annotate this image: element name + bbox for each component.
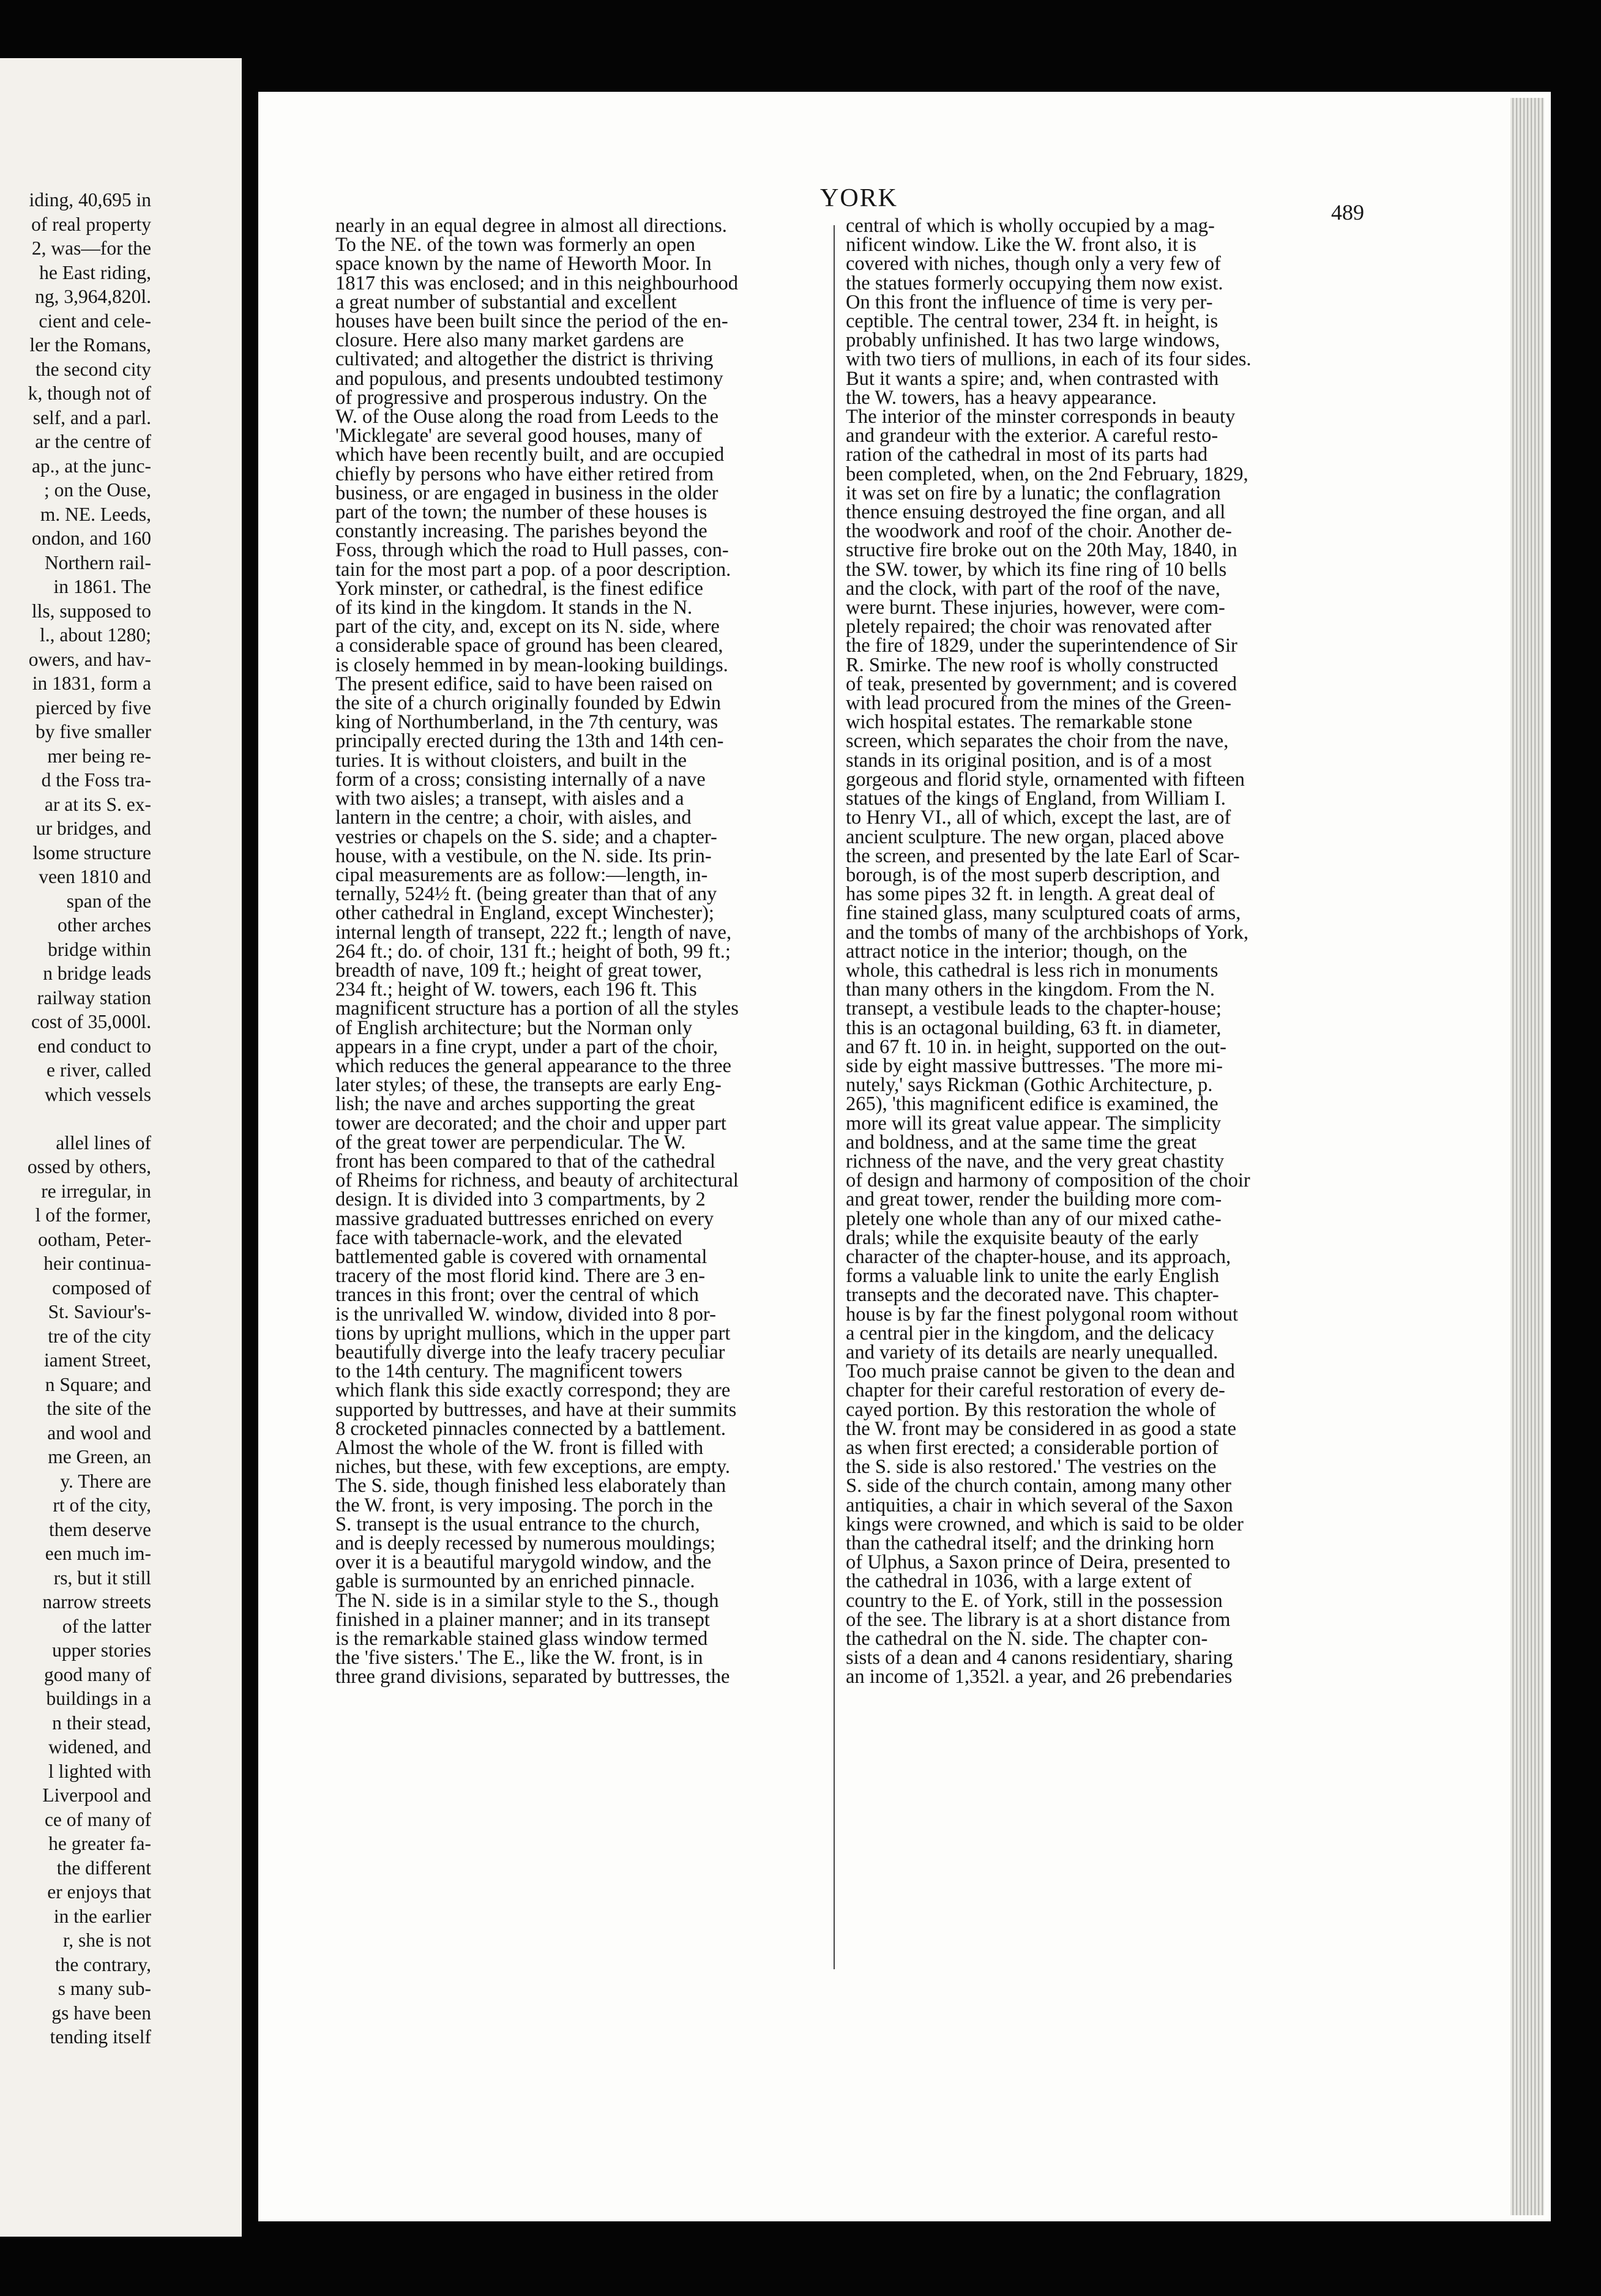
facing-page-text-line: veen 1810 and (39, 866, 151, 887)
facing-page-text-line: ar the centre of (35, 431, 151, 452)
text-line: of Rheims for richness, and beauty of architectural (335, 1169, 739, 1192)
facing-page-text-line: owers, and hav- (28, 648, 151, 670)
facing-page-text-line: ur bridges, and (35, 818, 151, 839)
facing-page-text-line: self, and a parl. (32, 406, 151, 428)
facing-page-text-line: e river, called (46, 1059, 151, 1081)
text-line: richness of the nave, and the very great chastity (846, 1150, 1225, 1172)
text-line: To the NE. of the town was formerly an open (335, 234, 695, 256)
text-line: constantly increasing. The parishes beyond the (335, 520, 707, 543)
facing-page-text-line: the second city (35, 358, 151, 380)
text-line: king of Northumberland, in the 7th century, was (335, 711, 718, 734)
text-line: the site of a church originally founded by Edwin (335, 692, 721, 715)
facing-page-text-line: bridge within (48, 938, 151, 960)
facing-page-text-line: St. Saviour's- (48, 1301, 151, 1322)
text-line: with lead procured from the mines of the Green- (846, 692, 1231, 715)
facing-page-text-line: re irregular, in (41, 1180, 151, 1202)
text-line: The S. side, though finished less elaborately than (335, 1475, 726, 1497)
text-line: the 'five sisters.' The E., like the W. front, is in (335, 1647, 703, 1669)
facing-page-text-line: the contrary, (54, 1953, 151, 1975)
facing-page-text-line: n Square; and (45, 1373, 151, 1395)
text-line: space known by the name of Heworth Moor. In (335, 253, 712, 275)
facing-page-text-line: buildings in a (46, 1688, 151, 1709)
facing-page-text-line: d the Foss tra- (41, 769, 151, 791)
text-line: than many others in the kingdom. From the N. (846, 978, 1215, 1001)
text-line: nificent window. Like the W. front also, it is (846, 234, 1196, 256)
text-line: cultivated; and altogether the district is thriving (335, 348, 714, 371)
facing-page-text-line: ap., at the junc- (31, 455, 151, 477)
facing-page-text-line (28, 1106, 151, 1131)
text-line: nearly in an equal degree in almost all directions. (335, 215, 727, 237)
facing-page-text-line: other arches (57, 914, 151, 936)
text-line: finished in a plainer manner; and in its transept (335, 1608, 710, 1631)
facing-page-text-line: n bridge leads (43, 963, 151, 984)
text-line: 'Micklegate' are several good houses, many of (335, 425, 703, 447)
text-line: screen, which separates the choir from the nave, (846, 730, 1229, 753)
text-line: vestries or chapels on the S. side; and a chapter- (335, 826, 717, 848)
text-line: W. of the Ouse along the road from Leeds to the (335, 406, 719, 428)
text-line: York minster, or cathedral, is the finest edifice (335, 577, 703, 600)
text-line: massive graduated buttresses enriched on every (335, 1207, 714, 1230)
text-line: this is an octagonal building, 63 ft. in diameter, (846, 1016, 1222, 1039)
text-line: But it wants a spire; and, when contrasted with (846, 367, 1219, 390)
middle-text-column (335, 217, 739, 1687)
text-line: statues of the kings of England, from William I. (846, 788, 1226, 810)
text-line: closure. Here also many market gardens are (335, 329, 684, 352)
facing-page-text-line: lsome structure (32, 841, 151, 863)
text-line: other cathedral in England, except Winchester); (335, 902, 714, 925)
text-line: character of the chapter-house, and its approach, (846, 1245, 1231, 1268)
text-line: the W. front may be considered in as good a state (846, 1417, 1237, 1440)
facing-page-text-line: een much im- (45, 1543, 151, 1564)
text-line: were burnt. These injuries, however, were com- (846, 597, 1225, 619)
text-line: 234 ft.; height of W. towers, each 196 ft. This (335, 978, 697, 1001)
text-line: is closely hemmed in by mean-looking buildings. (335, 654, 728, 676)
facing-page-text-line: er enjoys that (47, 1881, 151, 1903)
facing-page-text-line: railway station (37, 986, 151, 1008)
text-line: supported by buttresses, and have at their summits (335, 1398, 737, 1421)
facing-page-text-line: k, though not of (28, 382, 151, 404)
text-line: it was set on fire by a lunatic; the conflagration (846, 482, 1221, 504)
text-line: The N. side is in a similar style to the S., though (335, 1589, 719, 1612)
text-line: and boldness, and at the same time the great (846, 1131, 1197, 1154)
facing-page (0, 58, 242, 2237)
facing-page-text-line: ondon, and 160 (31, 527, 151, 549)
facing-page-text-line: in 1861. The (53, 576, 151, 597)
text-line: a great number of substantial and excellent (335, 291, 677, 313)
facing-page-text-line: end conduct to (37, 1035, 151, 1057)
facing-page-text-line: composed of (52, 1277, 151, 1299)
text-line: pletely repaired; the choir was renovated after (846, 616, 1212, 638)
facing-page-text-line: 2, was—for the (31, 237, 151, 259)
text-line: as when first erected; a considerable portion of (846, 1437, 1219, 1459)
facing-page-text-line: ossed by others, (27, 1156, 151, 1177)
text-line: over it is a beautiful marygold window, and the (335, 1551, 712, 1574)
text-line: chiefly by persons who have either retired from (335, 463, 714, 485)
facing-page-text-line: cost of 35,000l. (31, 1011, 151, 1032)
text-line: the cathedral in 1036, with a large extent of (846, 1570, 1192, 1593)
facing-page-text-line: m. NE. Leeds, (40, 503, 151, 525)
text-line: transept, a vestibule leads to the chapter-house; (846, 997, 1222, 1020)
text-line: of English architecture; but the Norman only (335, 1016, 693, 1039)
text-line: whole, this cathedral is less rich in monuments (846, 959, 1218, 982)
text-line: and variety of its details are nearly unequalled. (846, 1341, 1218, 1363)
facing-page-text-line: heir continua- (43, 1253, 151, 1274)
text-line: which have been recently built, and are occupied (335, 444, 725, 466)
text-line: which reduces the general appearance to the three (335, 1054, 731, 1077)
column-rule (834, 225, 835, 1969)
text-line: the cathedral on the N. side. The chapter con- (846, 1628, 1208, 1650)
text-line: S. transept is the usual entrance to the church, (335, 1513, 700, 1535)
text-line: gorgeous and florid style, ornamented with fifteen (846, 768, 1245, 791)
text-line: structive fire broke out on the 20th May, 1840, in (846, 539, 1237, 562)
text-line: transepts and the decorated nave. This chapter- (846, 1284, 1219, 1306)
text-line: and 67 ft. 10 in. in height, supported on the out- (846, 1035, 1226, 1058)
facing-page-text-line: rs, but it still (53, 1567, 151, 1589)
text-line: beautifully diverge into the leafy tracery peculiar (335, 1341, 725, 1363)
text-line: sists of a dean and 4 canons residentiary, sharing (846, 1647, 1233, 1669)
text-line: face with tabernacle-work, and the elevated (335, 1226, 682, 1249)
text-line: Almost the whole of the W. front is filled with (335, 1437, 704, 1459)
text-line: central of which is wholly occupied by a mag- (846, 215, 1215, 237)
text-line: stands in its original position, and is of a most (846, 749, 1212, 772)
text-line: and populous, and presents undoubted testimony (335, 367, 723, 390)
text-line: has some pipes 32 ft. in length. A great deal of (846, 883, 1215, 906)
text-line: of its kind in the kingdom. It stands in the N. (335, 597, 693, 619)
facing-page-text-line: y. There are (60, 1470, 151, 1492)
facing-page-text-line: tending itself (50, 2026, 151, 2048)
facing-page-text-line: span of the (66, 890, 151, 912)
text-line: fine stained glass, many sculptured coats of arms, (846, 902, 1241, 925)
facing-page-text-line: he East riding, (39, 261, 151, 283)
facing-page-text-line: ler the Romans, (29, 334, 151, 356)
text-line: lish; the nave and arches supporting the great (335, 1093, 695, 1116)
facing-page-text-line: cient and cele- (39, 310, 151, 332)
text-line: and great tower, render the building more com- (846, 1188, 1222, 1211)
text-line: ceptible. The central tower, 234 ft. in height, is (846, 310, 1218, 333)
text-line: business, or are engaged in business in the older (335, 482, 718, 504)
text-line: S. side of the church contain, among many other (846, 1475, 1231, 1497)
text-line: design. It is divided into 3 compartments, by 2 (335, 1188, 706, 1211)
facing-page-text-line: n their stead, (52, 1712, 151, 1734)
text-line: and is deeply recessed by numerous mouldings; (335, 1532, 715, 1555)
right-text-column (846, 217, 1252, 1687)
text-line: trances in this front; over the central of which (335, 1284, 699, 1306)
text-line: internal length of transept, 222 ft.; length of nave, (335, 921, 732, 944)
text-line: On this front the influence of time is very per- (846, 291, 1213, 313)
text-line: and the tombs of many of the archbishops of York, (846, 921, 1249, 944)
text-line: chapter for their careful restoration of every de- (846, 1379, 1225, 1402)
text-line: the woodwork and roof of the choir. Another de- (846, 520, 1232, 543)
facing-page-text-line: l of the former, (35, 1204, 151, 1226)
facing-page-text-line: good many of (44, 1663, 151, 1685)
facing-page-text-line: in the earlier (53, 1905, 151, 1927)
text-line: more will its great value appear. The simplicity (846, 1112, 1222, 1135)
text-line: than the cathedral itself; and the drinking horn (846, 1532, 1214, 1555)
text-line: the fire of 1829, under the superintendence of Sir (846, 635, 1237, 657)
text-line: antiquities, a chair in which several of the Saxon (846, 1494, 1233, 1516)
text-line: tain for the most part a pop. of a poor description. (335, 558, 731, 581)
facing-page-text-line: them deserve (48, 1518, 151, 1540)
text-line: houses have been built since the period of the en- (335, 310, 728, 333)
text-line: part of the city, and, except on its N. side, where (335, 616, 720, 638)
text-line: wich hospital estates. The remarkable stone (846, 711, 1193, 734)
text-line: kings were crowned, and which is said to be older (846, 1513, 1244, 1535)
text-line: 1817 this was enclosed; and in this neighbourhood (335, 272, 739, 294)
facing-page-text-line: in 1831, form a (32, 673, 151, 694)
text-line: house is by far the finest polygonal room without (846, 1303, 1238, 1325)
text-line: is the remarkable stained glass window termed (335, 1628, 708, 1650)
facing-page-text-line: which vessels (44, 1083, 151, 1105)
facing-page-text-line: l., about 1280; (40, 624, 151, 646)
text-line: of the great tower are perpendicular. The W. (335, 1131, 686, 1154)
running-title: YORK (820, 184, 898, 212)
text-line: with two tiers of mullions, in each of its four sides. (846, 348, 1252, 371)
text-line: cipal measurements are as follow:—length, in- (335, 863, 708, 886)
text-line: R. Smirke. The new roof is wholly constructed (846, 654, 1218, 676)
text-line: form of a cross; consisting internally of a nave (335, 768, 706, 791)
text-line: of design and harmony of composition of the choir (846, 1169, 1250, 1192)
text-line: to Henry VI., all of which, except the last, are of (846, 807, 1231, 829)
facing-page-text-column (28, 188, 151, 2049)
facing-page-text-line: narrow streets (42, 1591, 151, 1612)
text-line: 265), 'this magnificent edifice is examined, the (846, 1093, 1218, 1116)
facing-page-text-line: of the latter (62, 1615, 151, 1637)
facing-page-text-line: by five smaller (35, 721, 151, 742)
facing-page-text-line: ; on the Ouse, (44, 479, 151, 501)
text-line: thence ensuing destroyed the fine organ, and all (846, 501, 1226, 524)
text-line: principally erected during the 13th and 14th cen- (335, 730, 724, 753)
text-line: later styles; of these, the transepts are early Eng- (335, 1074, 722, 1097)
text-line: turies. It is without cloisters, and built in the (335, 749, 687, 772)
facing-page-text-line: widened, and (48, 1736, 151, 1757)
text-line: front has been compared to that of the cathedral (335, 1150, 715, 1172)
text-line: battlemented gable is covered with ornamental (335, 1245, 707, 1268)
text-line: gable is surmounted by an enriched pinnacle. (335, 1570, 695, 1593)
facing-page-text-line: Northern rail- (44, 551, 151, 573)
facing-page-text-line: tre of the city (48, 1325, 151, 1347)
text-line: with two aisles; a transept, with aisles and a (335, 788, 684, 810)
text-line: drals; while the exquisite beauty of the early (846, 1226, 1199, 1249)
facing-page-text-line: and wool and (47, 1422, 151, 1444)
text-line: niches, but these, with few exceptions, are empty. (335, 1456, 730, 1478)
text-line: 8 crocketed pinnacles connected by a battlement. (335, 1417, 726, 1440)
text-line: side by eight massive buttresses. 'The more mi- (846, 1054, 1223, 1077)
text-line: tions by upright mullions, which in the upper part (335, 1322, 731, 1344)
text-line: part of the town; the number of these houses is (335, 501, 707, 524)
facing-page-text-line: ce of many of (44, 1808, 151, 1830)
text-line: which flank this side exactly correspond; they are (335, 1379, 731, 1402)
text-line: the W. front, is very imposing. The porch in the (335, 1494, 713, 1516)
text-line: and grandeur with the exterior. A careful resto- (846, 425, 1218, 447)
text-line: country to the E. of York, still in the possession (846, 1589, 1223, 1612)
text-line: house, with a vestibule, on the N. side. Its prin- (335, 844, 712, 867)
text-line: of progressive and prosperous industry. On the (335, 386, 707, 409)
facing-page-text-line: the site of the (47, 1398, 151, 1419)
text-line: Foss, through which the road to Hull passes, con- (335, 539, 729, 562)
facing-page-text-line: allel lines of (56, 1131, 151, 1154)
facing-page-text-line: mer being re- (47, 745, 151, 767)
text-line: the screen, and presented by the late Earl of Scar- (846, 844, 1240, 867)
book-gutter (242, 0, 258, 2296)
text-line: an income of 1,352l. a year, and 26 prebendaries (846, 1666, 1233, 1688)
facing-page-text-line: pierced by five (35, 696, 151, 718)
text-line: cayed portion. By this restoration the whole of (846, 1398, 1216, 1421)
text-line: the SW. tower, by which its fine ring of 10 bells (846, 558, 1227, 581)
text-line: a central pier in the kingdom, and the delicacy (846, 1322, 1214, 1344)
text-line: a considerable space of ground has been cleared, (335, 635, 723, 657)
page-number: 489 (1331, 200, 1364, 225)
facing-page-text-line: ng, 3,964,820l. (35, 286, 151, 307)
text-line: breadth of nave, 109 ft.; height of great tower, (335, 959, 702, 982)
facing-page-text-line: iament Street, (44, 1349, 151, 1371)
text-line: to the 14th century. The magnificent towers (335, 1360, 682, 1383)
text-line: ration of the cathedral in most of its parts had (846, 444, 1208, 466)
text-line: attract notice in the interior; though, on the (846, 940, 1187, 963)
text-line: magnificent structure has a portion of all the styles (335, 997, 739, 1020)
text-line: nutely,' says Rickman (Gothic Architecture, p. (846, 1074, 1213, 1097)
text-line: the statues formerly occupying them now exist. (846, 272, 1223, 294)
text-line: forms a valuable link to unite the early English (846, 1265, 1220, 1288)
text-line: borough, is of the most superb description, and (846, 863, 1220, 886)
text-line: been completed, when, on the 2nd February, 1829, (846, 463, 1248, 485)
facing-page-text-line: lls, supposed to (31, 600, 151, 622)
text-line: is the unrivalled W. window, divided into 8 por- (335, 1303, 716, 1325)
facing-page-text-line: the different (56, 1857, 151, 1879)
page-edges (1510, 98, 1544, 2215)
text-line: probably unfinished. It has two large windows, (846, 329, 1220, 352)
text-line: the S. side is also restored.' The vestries on the (846, 1456, 1217, 1478)
text-line: pletely one whole than any of our mixed cathe- (846, 1207, 1222, 1230)
text-line: lantern in the centre; a choir, with aisles, and (335, 807, 692, 829)
text-line: ancient sculpture. The new organ, placed above (846, 826, 1224, 848)
text-line: tower are decorated; and the choir and upper part (335, 1112, 726, 1135)
text-line: and the clock, with part of the roof of the nave, (846, 577, 1220, 600)
facing-page-text-line: r, she is not (63, 1929, 151, 1951)
facing-page-text-line: of real property (31, 213, 151, 235)
facing-page-text-line: upper stories (52, 1639, 151, 1661)
text-line: The interior of the minster corresponds in beauty (846, 406, 1236, 428)
facing-page-text-line: rt of the city, (53, 1494, 151, 1516)
text-line: of Ulphus, a Saxon prince of Deira, presented to (846, 1551, 1231, 1574)
text-line: the W. towers, has a heavy appearance. (846, 386, 1157, 409)
text-line: of teak, presented by government; and is covered (846, 673, 1237, 695)
facing-page-text-line: gs have been (51, 2002, 151, 2024)
facing-page-text-line: me Green, an (48, 1446, 151, 1467)
text-line: three grand divisions, separated by buttresses, the (335, 1666, 730, 1688)
text-line: 264 ft.; do. of choir, 131 ft.; height of both, 99 ft.; (335, 940, 731, 963)
facing-page-text-line: ootham, Peter- (38, 1228, 151, 1250)
text-line: Too much praise cannot be given to the dean and (846, 1360, 1235, 1383)
facing-page-text-line: l lighted with (48, 1760, 151, 1782)
text-line: ternally, 524½ ft. (being greater than that of any (335, 883, 717, 906)
facing-page-text-line: he greater fa- (48, 1833, 151, 1854)
text-line: tracery of the most florid kind. There are 3 en- (335, 1265, 706, 1288)
facing-page-text-line: Liverpool and (42, 1784, 151, 1806)
facing-page-text-line: iding, 40,695 in (29, 189, 151, 211)
facing-page-text-line: s many sub- (58, 1978, 151, 1999)
text-line: covered with niches, though only a very few of (846, 253, 1221, 275)
text-line: appears in a fine crypt, under a part of the choir, (335, 1035, 718, 1058)
text-line: of the see. The library is at a short distance from (846, 1608, 1231, 1631)
facing-page-text-line: ar at its S. ex- (44, 793, 151, 815)
text-line: The present edifice, said to have been raised on (335, 673, 713, 695)
